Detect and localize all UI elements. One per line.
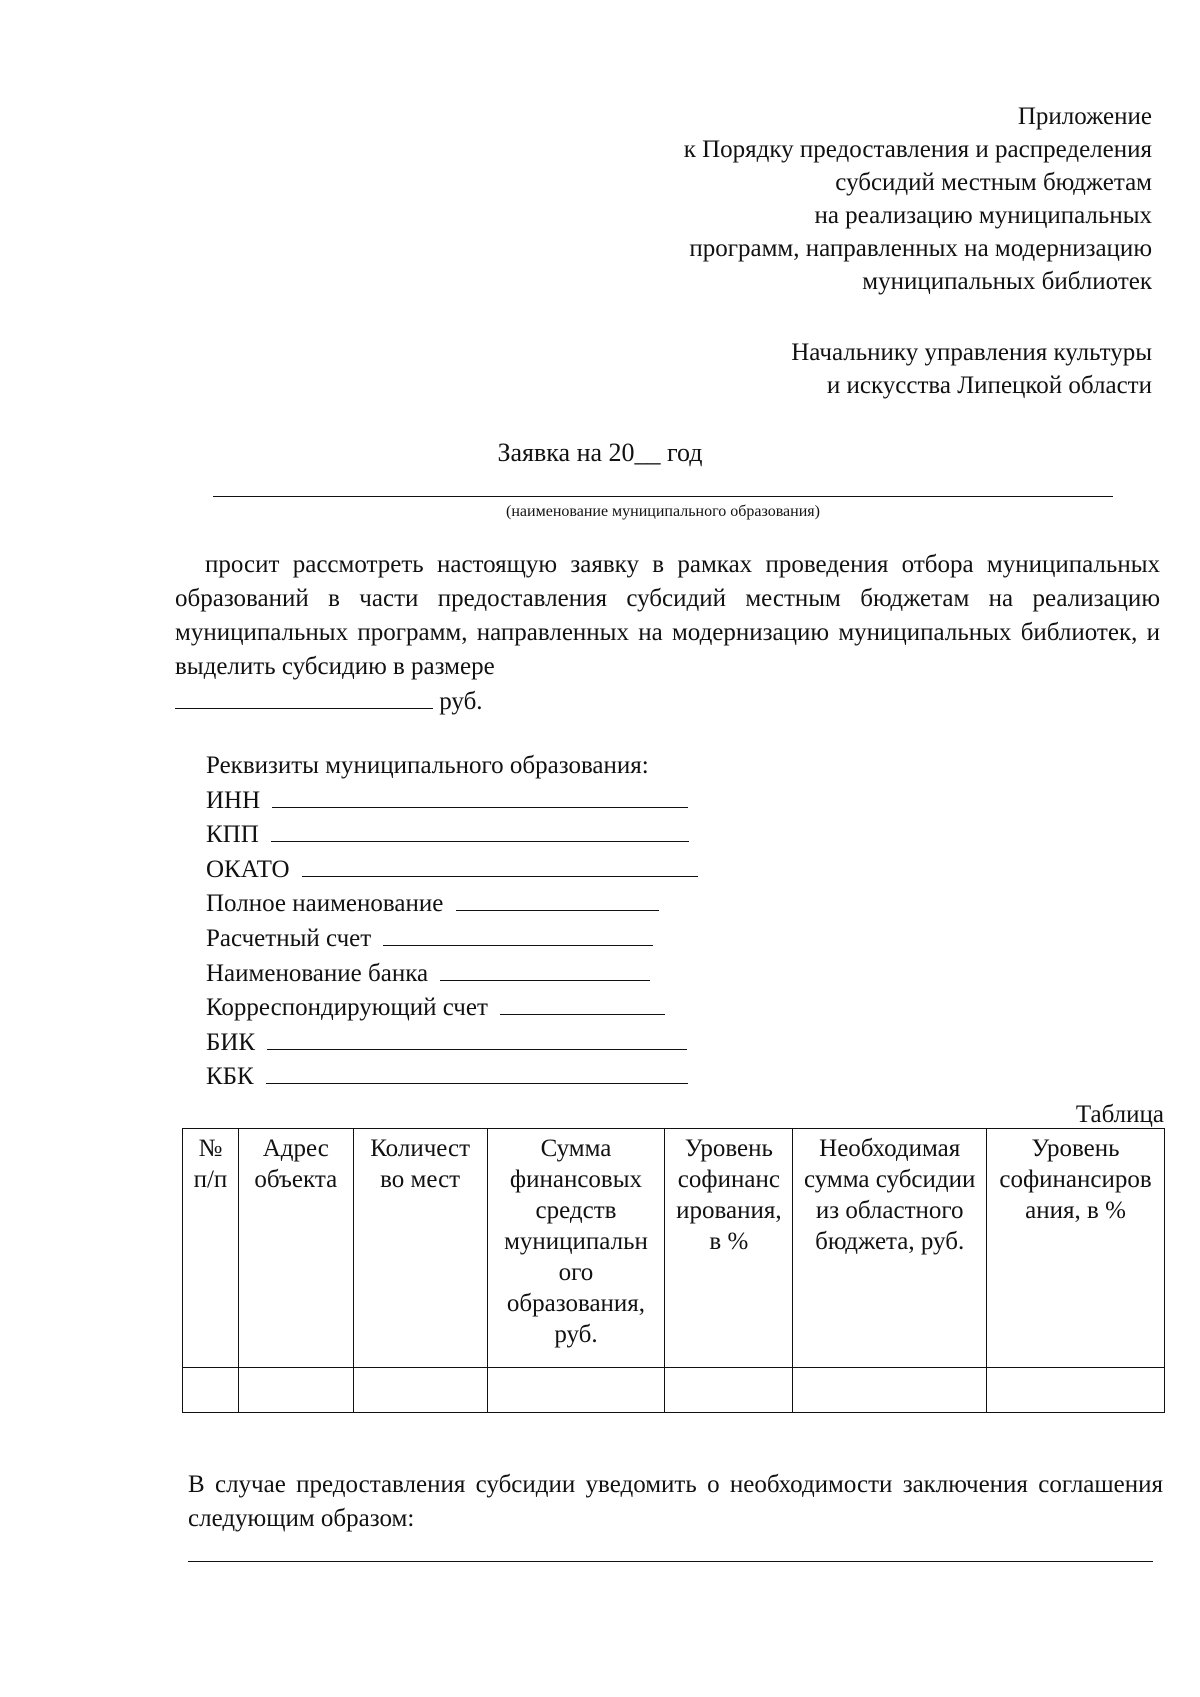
table-caption: Таблица bbox=[1075, 1101, 1164, 1128]
requisite-label: Полное наименование bbox=[206, 890, 450, 918]
table-cell[interactable] bbox=[353, 1368, 487, 1413]
requisite-row bbox=[206, 1025, 698, 1060]
appendix-line: Приложение bbox=[1017, 103, 1152, 130]
municipality-name-field[interactable] bbox=[213, 496, 1113, 497]
appendix-line: муниципальных библиотек bbox=[862, 268, 1152, 295]
requisite-row bbox=[206, 886, 698, 921]
table-cell[interactable] bbox=[665, 1368, 793, 1413]
appendix-line: программ, направленных на модернизацию bbox=[689, 235, 1152, 262]
table-cell[interactable] bbox=[238, 1368, 353, 1413]
requisites-title: Реквизиты муниципального образования: bbox=[206, 752, 649, 779]
table-cell[interactable] bbox=[987, 1368, 1165, 1413]
column-header: Необходимая сумма субсидии из областного бюджета, руб. bbox=[793, 1129, 987, 1368]
subsidy-amount-field[interactable] bbox=[175, 684, 433, 709]
table-header-row bbox=[183, 1129, 1165, 1368]
okato-field[interactable] bbox=[302, 852, 698, 877]
requisite-label: Корреспондирующий счет bbox=[206, 994, 495, 1022]
requisite-label: КБК bbox=[206, 1063, 260, 1091]
request-paragraph bbox=[175, 548, 1160, 719]
municipality-name-caption: (наименование муниципального образования) bbox=[506, 503, 820, 520]
addressee-line: и искусства Липецкой области bbox=[826, 372, 1152, 399]
amount-unit: руб. bbox=[439, 688, 483, 715]
bank-name-field[interactable] bbox=[440, 956, 650, 981]
request-text: просит рассмотреть настоящую заявку в рамках проведения отбора муниципальных образований в части предоставления субсидий местным бюджетам на реализацию муниципальных программ, направленных на модернизацию муниципальных библиотек, и выделить субсидию в размере bbox=[175, 551, 1160, 680]
requisites-block bbox=[206, 750, 698, 1094]
column-header: Уровень софинанс ирования, в % bbox=[665, 1129, 793, 1368]
requisite-label: Расчетный счет bbox=[206, 924, 378, 952]
application-title: Заявка на 20__ год bbox=[497, 438, 703, 467]
table-cell[interactable] bbox=[183, 1368, 239, 1413]
inn-field[interactable] bbox=[272, 783, 688, 808]
addressee-line: Начальнику управления культуры bbox=[791, 339, 1152, 366]
table-cell[interactable] bbox=[793, 1368, 987, 1413]
column-header: Количест во мест bbox=[353, 1129, 487, 1368]
appendix-line: субсидий местным бюджетам bbox=[835, 169, 1152, 196]
requisite-row bbox=[206, 783, 698, 818]
closing-paragraph: В случае предоставления субсидии уведомить о необходимости заключения соглашения следующим образом: bbox=[188, 1471, 1163, 1532]
requisite-row bbox=[206, 1059, 698, 1094]
correspondent-account-field[interactable] bbox=[500, 990, 665, 1015]
requisite-label: Наименование банка bbox=[206, 959, 435, 987]
requisite-label: БИК bbox=[206, 1028, 262, 1056]
appendix-header bbox=[512, 100, 1152, 298]
appendix-line: на реализацию муниципальных bbox=[814, 202, 1152, 229]
subsidy-table bbox=[182, 1128, 1165, 1413]
addressee-block bbox=[512, 336, 1152, 402]
column-header: Адрес объекта bbox=[238, 1129, 353, 1368]
account-field[interactable] bbox=[383, 921, 653, 946]
appendix-line: к Порядку предоставления и распределения bbox=[683, 136, 1152, 163]
requisite-row bbox=[206, 852, 698, 887]
requisite-row bbox=[206, 956, 698, 991]
requisite-label: ОКАТО bbox=[206, 855, 296, 883]
notification-method-field[interactable] bbox=[188, 1561, 1153, 1562]
requisite-row bbox=[206, 921, 698, 956]
column-header: Уровень софинансиров ания, в % bbox=[987, 1129, 1165, 1368]
requisite-row bbox=[206, 990, 698, 1025]
column-header: Сумма финансовых средств муниципальн ого образования, руб. bbox=[487, 1129, 665, 1368]
requisite-row bbox=[206, 817, 698, 852]
column-header: № п/п bbox=[183, 1129, 239, 1368]
full-name-field[interactable] bbox=[456, 886, 659, 911]
table-row bbox=[183, 1368, 1165, 1413]
bik-field[interactable] bbox=[267, 1025, 687, 1050]
table-cell[interactable] bbox=[487, 1368, 665, 1413]
requisite-label: ИНН bbox=[206, 786, 267, 814]
kbk-field[interactable] bbox=[266, 1059, 688, 1084]
requisite-label: КПП bbox=[206, 821, 266, 849]
kpp-field[interactable] bbox=[271, 817, 689, 842]
